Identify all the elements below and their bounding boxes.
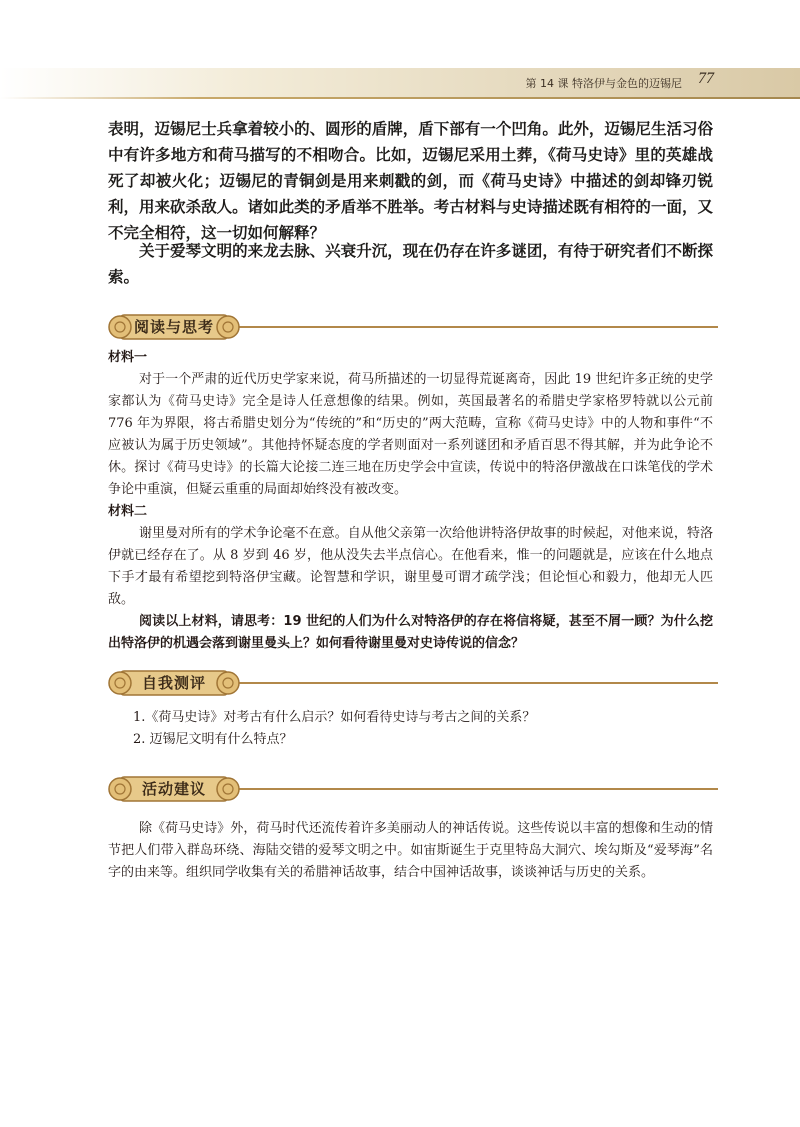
reading-badge [108, 310, 240, 344]
material-2-text: 谢里曼对所有的学术争论毫不在意。自从他父亲第一次给他讲特洛伊故事的时候起，对他来说，特洛伊就已经存在了。从 8 岁到 46 岁，他从没失去半点信心。在他看来，惟一的问题就是，应该在什么地点下手才最有希望挖到特洛伊宝藏。论智慧和学识，谢里曼可谓才疏学浅；但论恒心和毅力，他却无人匹敌。 [108, 526, 713, 607]
material-1-label: 材料一 [108, 350, 148, 365]
running-head: 第 14 课 特洛伊与金色的迈锡尼 [525, 77, 682, 90]
activity-badge [108, 772, 240, 806]
activity-text: 除《荷马史诗》外，荷马时代还流传着许多美丽动人的神话传说。这些传说以丰富的想像和生动的情节把人们带入群岛环绕、海陆交错的爱琴文明之中。如宙斯诞生于克里特岛大洞穴、埃勾斯及“爱琴海”名字的由来等。组织同学收集有关的希腊神话故事，结合中国神话故事，谈谈神话与历史的关系。 [108, 821, 713, 880]
self-test-list [133, 707, 713, 751]
section-rule [228, 788, 718, 790]
intro-paragraph-2: 关于爱琴文明的来龙去脉、兴衰升沉，现在仍存在许多谜团，有待于研究者们不断探索。 [108, 241, 713, 286]
reading-badge-label: 阅读与思考 [133, 318, 214, 336]
self-test-section-header [108, 666, 718, 700]
section-rule [228, 682, 718, 684]
activity-badge-label: 活动建议 [141, 780, 206, 798]
reading-materials [108, 347, 713, 655]
reading-question: 阅读以上材料，请思考：19 世纪的人们为什么对特洛伊的存在将信将疑，甚至不屑一顾？为什么挖出特洛伊的机遇会落到谢里曼头上？如何看待谢里曼对史诗传说的信念？ [108, 614, 713, 651]
page-number: 77 [698, 70, 714, 87]
material-1-text: 对于一个严肃的近代历史学家来说，荷马所描述的一切显得荒诞离奇，因此 19 世纪许多正统的史学家都认为《荷马史诗》完全是诗人任意想像的结果。例如，英国最著名的希腊史学家格罗特就以公元前 776 年为界限，将古希腊史划分为“传统的”和“历史的”两大范畴，宣称《荷马史诗》中的人物和事件“不应被认为属于历史领域”。其他持怀疑态度的学者则面对一系列谜团和矛盾百思不得其解，并为此争论不休。探讨《荷马史诗》的长篇大论接二连三地在历史学会中宣读，传说中的特洛伊激战在口诛笔伐的学术争论中重演，但疑云重重的局面却始终没有被改变。 [108, 372, 713, 497]
intro-paragraph-1: 表明，迈锡尼士兵拿着较小的、圆形的盾牌，盾下部有一个凹角。此外，迈锡尼生活习俗中有许多地方和荷马描写的不相吻合。比如，迈锡尼采用土葬，《荷马史诗》里的英雄战死了却被火化；迈锡尼的青铜剑是用来刺戳的剑，而《荷马史诗》中描述的剑却锋刃锐利，用来砍杀敌人。诸如此类的矛盾举不胜举。考古材料与史诗描述既有相符的一面，又不完全相符，这一切如何解释？ [108, 119, 713, 242]
reading-section-header [108, 310, 718, 344]
self-test-badge-label: 自我测评 [141, 674, 206, 692]
section-rule [228, 326, 718, 328]
self-test-item: 2. 迈锡尼文明有什么特点？ [133, 732, 293, 747]
self-test-item: 1.《荷马史诗》对考古有什么启示？如何看待史诗与考古之间的关系？ [133, 710, 536, 725]
header-rule [0, 97, 800, 99]
activity-section-header [108, 772, 718, 806]
material-2-label: 材料二 [108, 504, 148, 519]
self-test-badge [108, 666, 240, 700]
